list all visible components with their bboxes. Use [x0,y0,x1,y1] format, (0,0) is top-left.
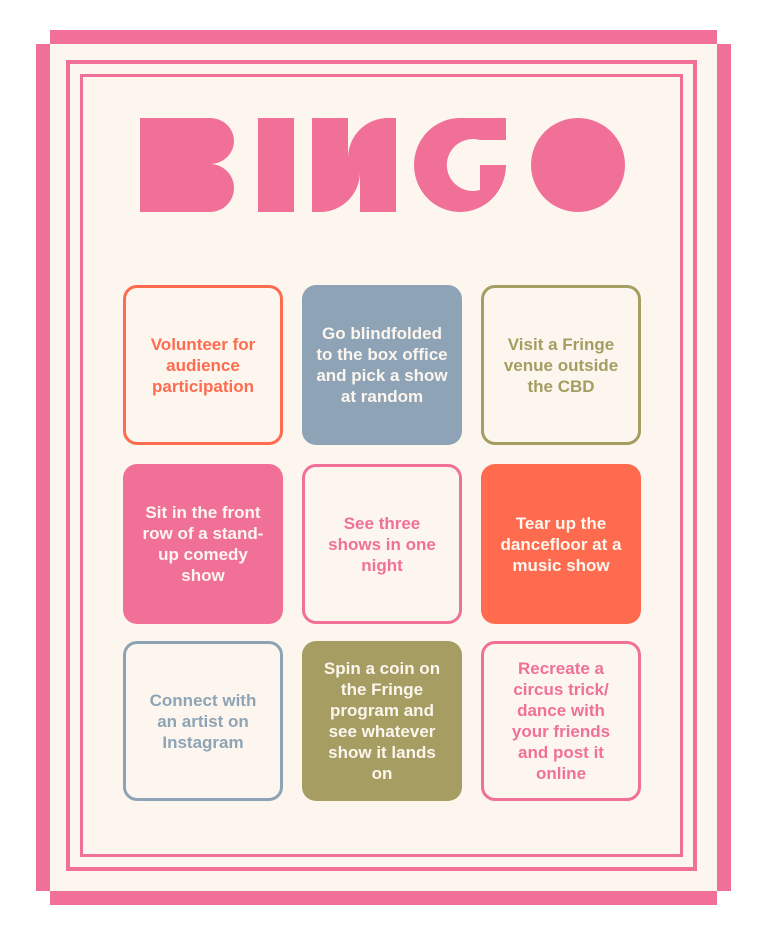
bingo-card [123,285,283,445]
frame-corner-notch [717,891,731,905]
bingo-card-text: Sit in the front row of a stand-up comedy show [142,503,264,585]
bingo-card-text: Volunteer for audience participation [150,334,256,396]
bingo-card [123,641,283,801]
frame-corner-notch [36,30,50,44]
bingo-card [302,285,462,445]
bingo-card [302,464,462,624]
bingo-card-text: Go blindfolded to the box office and pick a show at random [316,324,448,406]
frame-corner-notch [36,891,50,905]
frame-corner-notch [717,30,731,44]
bingo-card-text: Recreate a circus trick/ dance with your friends and post it online [511,659,611,783]
bingo-card-text: Spin a coin on the Fringe program and see whatever show it lands on [323,659,441,783]
bingo-card [481,641,641,801]
bingo-card [481,285,641,445]
bingo-card [123,464,283,624]
bingo-card-text: Tear up the dancefloor at a music show [500,513,622,575]
bingo-card-text: Visit a Fringe venue outside the CBD [503,334,619,396]
bingo-card [481,464,641,624]
bingo-title-logo [140,118,626,212]
bingo-card-text: See three shows in one night [328,513,436,575]
bingo-card [302,641,462,801]
bingo-card-text: Connect with an artist on Instagram [149,690,257,752]
